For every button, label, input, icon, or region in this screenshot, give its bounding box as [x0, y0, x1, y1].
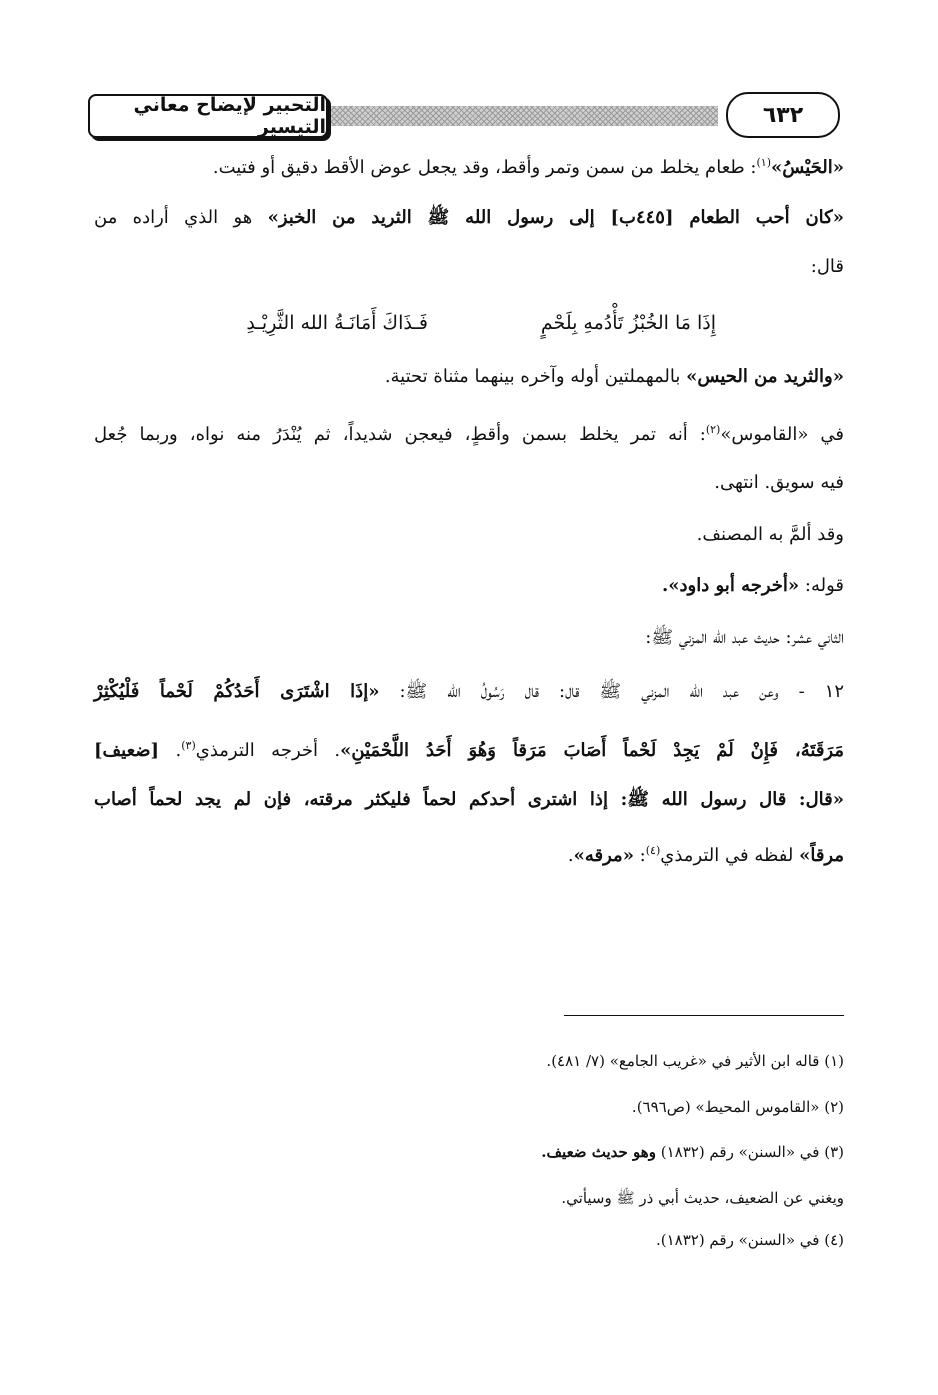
page-header [88, 92, 840, 142]
body-text: فيه سويق. انتهى. [714, 472, 844, 493]
body-text: : [633, 845, 646, 866]
body-line-3 [811, 254, 844, 280]
body-text: في «القاموس» [720, 424, 844, 445]
poem-verse-first-half: إِذَا مَا الخُبْزُ تَأْدُمهِ بِلَحْمٍ [540, 312, 716, 334]
quoted-hadith: «كان أحب الطعام [٤٤٥ب] إلى رسول الله ﷺ الثريد من الخبز» [267, 207, 844, 228]
section-heading [645, 625, 844, 651]
body-line-8 [697, 522, 844, 548]
footnote-separator [564, 1015, 844, 1016]
footnote-ref-2: (٢) [705, 423, 721, 436]
body-text: بالمهملتين أوله وآخره بينهما مثناة تحتية. [384, 366, 687, 387]
hadith-text: «إذَا اشْتَرَى أَحَدُكُمْ لَحْماً فَلْيُكْثِرْ [94, 681, 380, 702]
quoted-phrase: «مرقه» [573, 845, 634, 866]
page-number: ٦٣٢ [726, 92, 840, 138]
header-decorative-band [318, 106, 718, 126]
body-text: قوله: [799, 575, 844, 596]
body-line-5 [385, 364, 844, 390]
poem-verse-second-half: فَـذَاكَ أَمَانَـةُ الله الثَّرِيْـدِ [246, 312, 428, 334]
book-title: التحبير لإيضاح معاني التيسير [88, 94, 328, 138]
body-text: . [159, 740, 182, 761]
body-line-6 [94, 417, 844, 448]
hadith-text: مَرَقَتَهُ، فَإِنْ لَمْ يَجِدْ لَحْماً أَصَابَ مَرَقاً وَهُوَ أَحَدُ اللَّحْمَيْنِ» [340, 740, 844, 761]
body-line-7 [714, 470, 844, 496]
footnote-2: (٢) «القاموس المحيط» (ص٦٩٦). [631, 1098, 844, 1116]
footnote-grade: وهو حديث ضعيف. [541, 1143, 656, 1161]
body-line-2 [94, 205, 844, 231]
hadith-line-1 [94, 679, 844, 705]
body-text: . أخرجه الترمذي [195, 740, 341, 761]
body-text: هو الذي أراده من [94, 207, 268, 228]
footnote-1: (١) قاله ابن الأثير في «غريب الجامع» (٧/ ٤٨١). [546, 1052, 844, 1070]
quoted-hadith: «قال: قال رسول الله ﷺ: إذا اشترى أحدكم لحماً فليكثر مرقته، فإن لم يجد لحماً أصاب [94, 789, 844, 810]
body-text: وقد ألمَّ به المصنف. [696, 524, 844, 545]
grade-badge: [ضعيف] [94, 740, 160, 761]
quoted-phrase: «والثريد من الحيس» [686, 366, 844, 387]
body-text: . [567, 845, 574, 866]
quoted-phrase: مرقاً» [799, 845, 844, 866]
body-line-1 [213, 150, 844, 181]
body-text: ١٢ - وعن عبد الله المزني ﷺ قال: قال رَسُولُ الله ﷺ: [379, 681, 844, 702]
body-text: الثاني عشر: حديث عبد الله المزني ﷺ: [645, 627, 844, 648]
footnote-ref-1: (١) [756, 156, 772, 169]
quoted-phrase: «أخرجه أبو داود». [662, 575, 800, 596]
body-line-14 [568, 838, 844, 869]
hadith-line-2 [94, 733, 844, 764]
footnote-text: (٣) في «السنن» رقم (١٨٣٢) [655, 1143, 844, 1161]
term-hais: «الحَيْسُ» [771, 157, 844, 178]
footnote-3-continuation: ويغني عن الضعيف، حديث أبي ذر ﷺ وسيأتي. [561, 1189, 844, 1207]
footnote-3 [541, 1141, 844, 1163]
body-line-9 [662, 573, 844, 599]
body-text: قال: [810, 256, 844, 277]
body-line-13 [94, 787, 844, 813]
footnote-4: (٤) في «السنن» رقم (١٨٣٢). [655, 1231, 844, 1249]
body-text: لفظه في الترمذي [660, 845, 800, 866]
footnote-ref-4: (٤) [645, 844, 661, 857]
body-text: : طعام يخلط من سمن وتمر وأقط، وقد يجعل عوض الأقط دقيق أو فتيت. [212, 157, 757, 178]
footnote-ref-3: (٣) [181, 739, 196, 752]
body-text: : أنه تمر يخلط بسمن وأقطٍ، فيعجن شديداً، ثم يُنْدَرُ منه نواه، وربما جُعل [94, 424, 706, 445]
